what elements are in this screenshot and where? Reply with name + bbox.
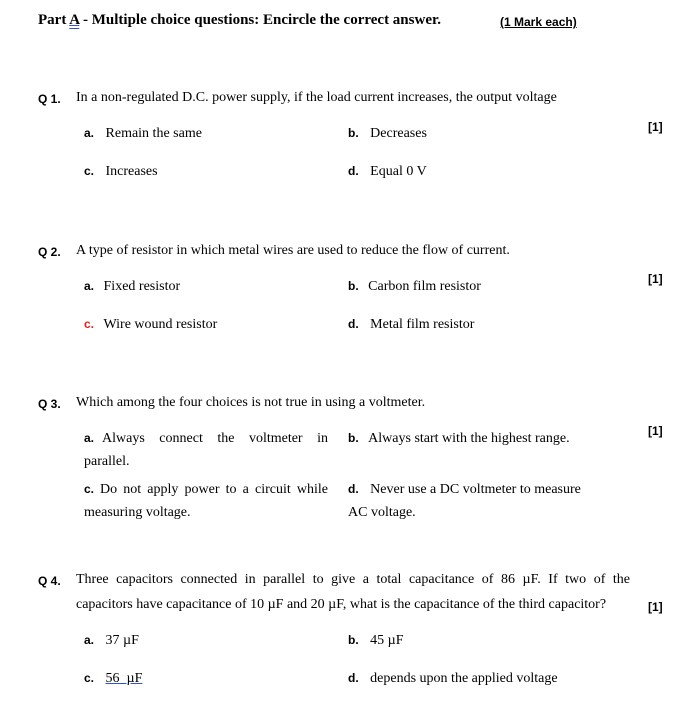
option-letter: c. (84, 671, 95, 685)
heading-title: - Multiple choice questions: Encircle the correct answer. (79, 12, 442, 28)
option-text: Equal 0 V (370, 164, 427, 179)
option-c[interactable] (84, 671, 142, 687)
question-number: Q 2. (38, 245, 61, 259)
option-text: Wire wound resistor (103, 317, 218, 332)
option-b[interactable] (348, 633, 404, 649)
option-b[interactable] (348, 126, 427, 142)
option-letter: b. (348, 126, 359, 140)
option-letter: a. (84, 279, 95, 293)
section-heading (38, 12, 441, 29)
option-text-line2: AC voltage. (348, 505, 416, 520)
question-text: In a non-regulated D.C. power supply, if the load current increases, the output voltage (76, 90, 557, 105)
option-a[interactable] (84, 633, 139, 649)
option-text: Increases (105, 164, 158, 179)
option-letter: d. (348, 164, 359, 178)
option-letter: b. (348, 431, 359, 445)
option-text: Decreases (370, 126, 427, 141)
question-marks: [1] (648, 272, 663, 286)
option-letter: b. (348, 279, 359, 293)
option-c[interactable] (84, 482, 328, 521)
option-letter: c. (84, 482, 95, 496)
question-marks: [1] (648, 600, 663, 614)
question-number: Q 4. (38, 574, 61, 588)
option-b[interactable] (348, 431, 570, 447)
option-text: Fixed resistor (103, 279, 181, 294)
option-text: Metal film resistor (370, 317, 475, 332)
option-d[interactable] (348, 482, 581, 521)
option-a[interactable] (84, 126, 202, 142)
option-text: 45 µF (370, 633, 404, 648)
option-d[interactable] (348, 671, 558, 687)
option-letter: d. (348, 671, 359, 685)
option-c[interactable] (84, 317, 217, 333)
question-number: Q 3. (38, 397, 61, 411)
option-b[interactable] (348, 279, 481, 295)
option-text-line2: parallel. (84, 454, 130, 469)
question-marks: [1] (648, 120, 663, 134)
question-marks: [1] (648, 424, 663, 438)
option-text: 37 µF (105, 633, 139, 648)
option-letter: c. (84, 164, 95, 178)
heading-prefix: Part (38, 12, 70, 28)
question-text-line2: capacitors have capacitance of 10 µF and 20 µF, what is the capacitance of the third capacitor? (76, 597, 607, 612)
option-d[interactable] (348, 164, 427, 180)
part-letter: A (69, 12, 80, 28)
question-text: Which among the four choices is not true in using a voltmeter. (76, 395, 426, 410)
question-number: Q 1. (38, 92, 61, 106)
option-letter: d. (348, 317, 359, 331)
option-a[interactable] (84, 279, 180, 295)
option-text-line1: Always connect the voltmeter in (102, 431, 328, 446)
option-d[interactable] (348, 317, 474, 333)
question-text-line1: Three capacitors connected in parallel to give a total capacitance of 86 µF. If two of the (76, 572, 630, 587)
marks-note: (1 Mark each) (500, 15, 577, 29)
question-text: A type of resistor in which metal wires are used to reduce the flow of current. (76, 243, 510, 258)
option-text-line1: Never use a DC voltmeter to measure (370, 482, 581, 497)
option-text-line1: Do not apply power to a circuit while (100, 482, 328, 497)
option-text: Remain the same (105, 126, 202, 141)
option-text: depends upon the applied voltage (370, 671, 558, 686)
option-text: Always start with the highest range. (368, 431, 570, 446)
option-c[interactable] (84, 164, 158, 180)
option-letter: b. (348, 633, 359, 647)
option-text-line2: measuring voltage. (84, 505, 191, 520)
option-letter: c. (84, 317, 95, 331)
option-a[interactable] (84, 431, 328, 470)
option-letter: a. (84, 633, 95, 647)
option-text: 56 µF (105, 671, 143, 686)
option-letter: d. (348, 482, 359, 496)
option-letter: a. (84, 126, 95, 140)
option-text: Carbon film resistor (368, 279, 481, 294)
option-letter: a. (84, 431, 95, 445)
